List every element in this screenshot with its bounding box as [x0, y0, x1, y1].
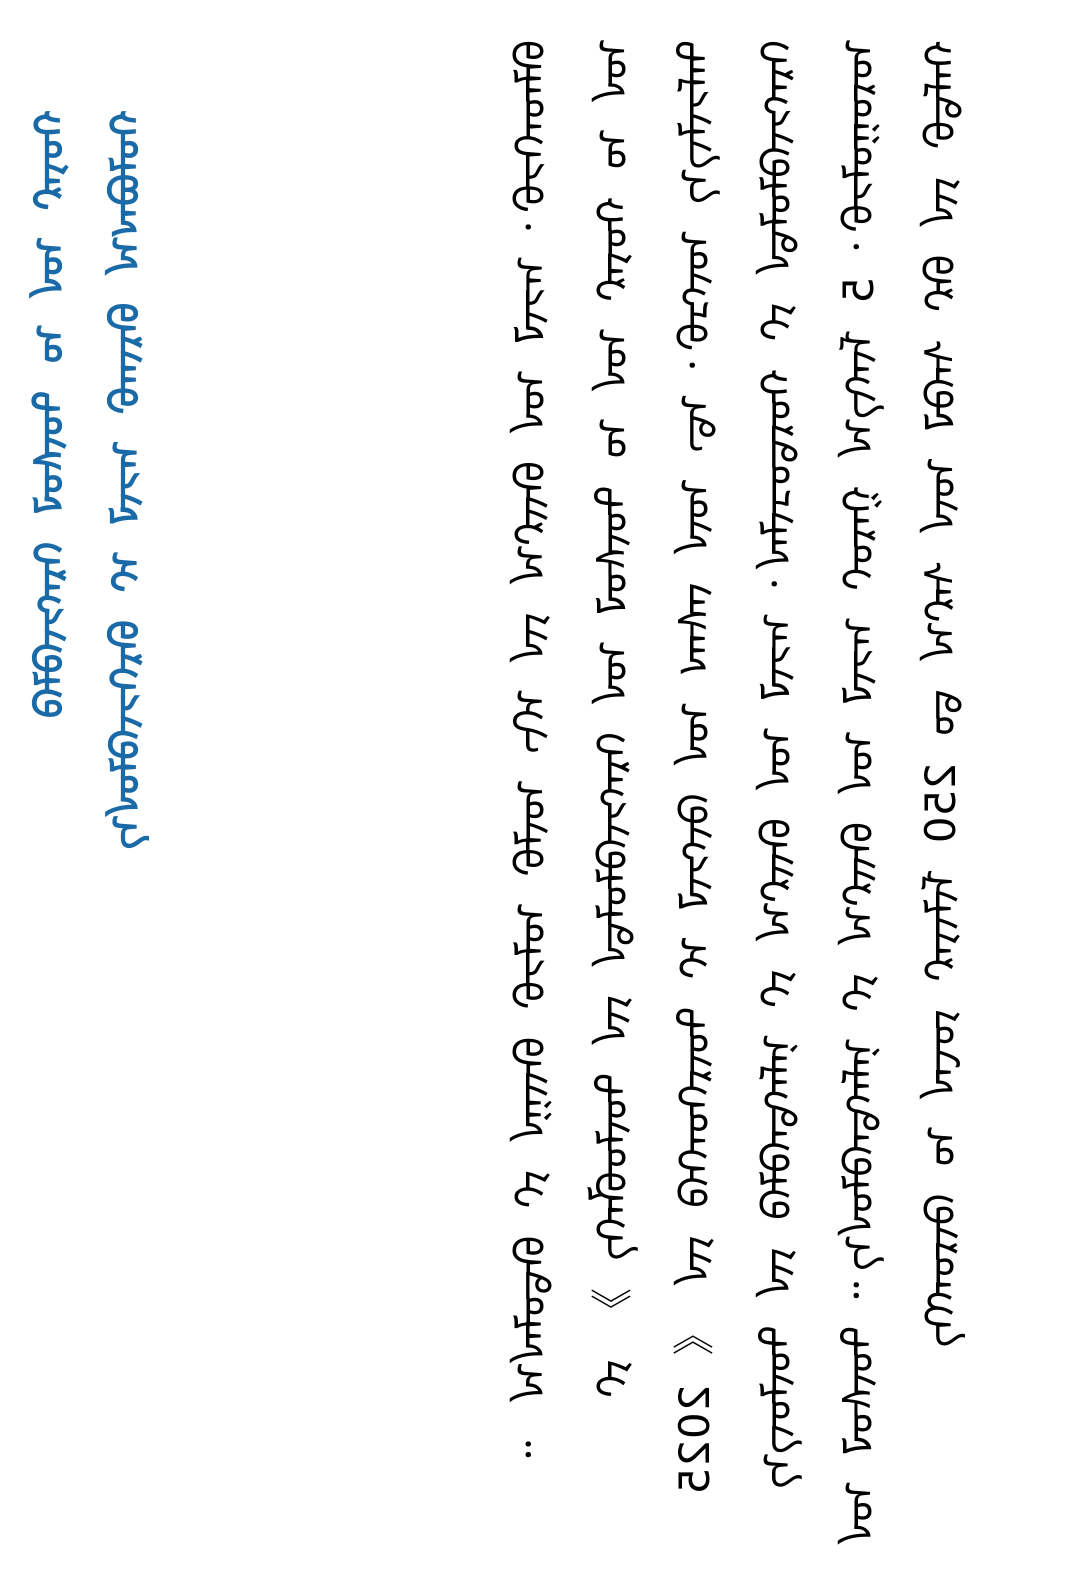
article-body: [262, 40, 982, 1560]
article-headline: ᠬᠣᠯᠪᠣᠭ᠎ᠠ ᠪᠠᠷᠢᠬᠤ ᠠᠵᠢᠯ ᠢ ᠪᠡᠷᠬᠡᠵᠢᠭᠦᠯᠦᠨ᠎ᠡ ᠬᠣᠶᠠᠷ ᠣᠨ ᠤ ᠲᠥᠰᠥᠯ ᠬᠡᠷᠡᠭᠵᠢᠭᠦᠯᠬᠦ: [27, 110, 149, 850]
article-body-paragraph: ᠬᠠᠮᠲᠤ ᠶᠢᠨ ᠪᠡᠷ ᠰᠡᠭᠦᠯ ᠦᠨ ᠰᠠᠷ᠎ᠠ ᠳᠤ 250 ᠮᠢᠯᠢᠶᠠᠷ ᠶᠤᠸᠠᠨ ᠤ ᠬᠥᠷᠥᠩᠭᠡ ᠣᠷᠣᠭᠤᠯᠵᠤ᠂ 5 ᠮᠢᠩᠭ᠎ᠠ ᠭᠠᠷᠤᠢ ᠠᠵᠢᠯ ᠤᠨ ᠪᠠᠢᠷ᠎ᠠ ᠶᠢ ᠨᠡᠮᠡᠭᠳᠡᠭᠦᠯᠦᠨ᠎ᠡ᠃ ᠲᠥᠰᠥᠯ ᠤᠨ ᠬᠡᠷᠡᠭᠵᠢᠭᠦᠯᠦᠯᠲᠡ ᠶᠢ ᠬᠤᠷᠳᠤᠴᠢᠯᠠᠨ᠂ ᠠᠵᠢᠯ ᠤᠨ ᠪᠠᠢᠷ᠎ᠠ ᠶᠢ ᠨᠡᠮᠡᠭᠳᠡᠭᠦᠯᠬᠦ ᠶᠢᠨ ᠲᠥᠯᠥᠭ᠎ᠡ ᠳᠡᠮᠵᠢᠯᠭ᠎ᠡ ᠥᠭᠴᠦ᠂ ᠡᠳ᠋ ᠦᠨ ᠵᠠᠰᠠᠭ ᠤᠨ ᠬᠥᠭᠵᠢᠯ ᠢ ᠲᠦᠷᠭᠡᠳᠬᠡᠬᠦ ᠶᠢᠨ 《 2025 ᠣᠨ ᠤ ᠬᠣᠶᠠᠷ ᠣᠨ ᠤ ᠲᠥᠰᠥᠯ ᠤᠨ ᠬᠡᠷᠡᠭᠵᠢᠭᠦᠯᠦᠯᠲᠡ ᠶᠢᠨ ᠲᠥᠯᠥᠪᠯᠡᠭᠡ 》 ᠶᠢ ᠪᠡᠯᠡᠳᠬᠡᠵᠦ᠂ ᠠᠵᠢᠯ ᠤᠨ ᠪᠠᠢᠷ᠎ᠠ ᠶᠢᠨ ᠡᠬᠢ ᠦᠯᠦ ᠣᠯᠵᠤ ᠪᠠᠢᠭᠠ ᠶᠢ ᠪᠠᠲᠤᠯᠠᠨ᠎ᠠ ᠃: [506, 40, 965, 1546]
